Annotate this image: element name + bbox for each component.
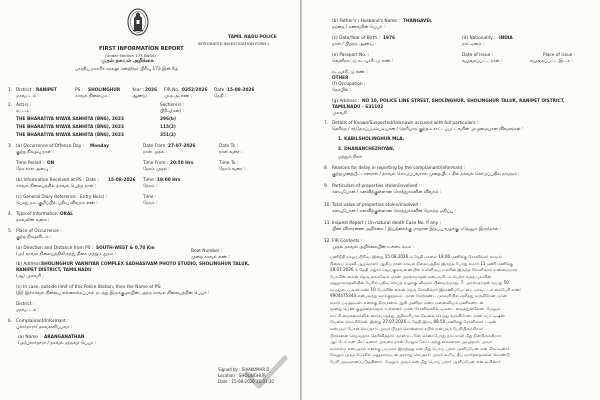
info-received-time-label: Time :	[143, 178, 157, 183]
dob-value: 1976	[383, 36, 395, 41]
father-name-value: THANGAVEL	[403, 19, 433, 24]
dob-label: (c) Date/Year of Birth :	[332, 36, 380, 41]
passport-place-label-tamil: வழங்கப்பட்ட இடம் :	[530, 59, 573, 64]
info-type-value: ORAL	[60, 212, 74, 217]
time-from-label-tamil: நேரம் முதல் :	[143, 167, 170, 172]
fir-contents-label: FIR Contents :	[332, 239, 363, 244]
occupation-label-tamil: தொழில் :	[332, 88, 351, 93]
outside-district-label: District :	[16, 302, 35, 307]
time-period-value: ON	[47, 161, 55, 166]
district-label: District :	[16, 88, 35, 93]
item-number: 4.	[8, 212, 13, 217]
place-label-tamil: குற்ற நிகழ்விடம் :	[16, 235, 52, 240]
gd-reference-label-tamil: பொது நாட்குறிப்பில் பதிவு விவரம் எண் :	[16, 201, 98, 206]
act-section: 115(2)	[160, 125, 176, 130]
item-number: 1.	[8, 88, 13, 93]
complainant-address-line-2: TAMILNADU - 631102	[332, 105, 384, 110]
year-label: Year :	[132, 88, 144, 93]
fir-contents-line: காட்சி மைக்கைகளில் கையெழுத்து அதிகாரியாக வேலை செய்து வருகிறேன். நான் பெட்டிஷன்	[330, 312, 505, 318]
item-number: 2.	[8, 103, 13, 108]
fir-date-value: 15-08-2026	[227, 88, 255, 93]
act-section: 351(2)	[160, 133, 176, 138]
fir-contents-line: வேலை செய்கிறேன். இன்று 27.07.2026 ம் தேதி இரவு 08.50 மணிக்கு சோளிங்கர் டவுன்	[330, 319, 497, 325]
time-to-label-tamil: நேரம் வரை :	[219, 167, 246, 172]
report-title: FIRST INFORMATION REPORT	[99, 46, 184, 52]
fir-number-label: FIR No. :	[164, 88, 183, 93]
item-number: 8.	[324, 166, 329, 171]
delay-label-tamil: குற்றமுறையீட்டாளரால் / தகவல் கொடுப்பவரால் முறையிட்டதில் தகவல் கொடுப்பதில் தாமதம் :	[332, 172, 520, 177]
time-period-label-tamil: நேர கால அளவு :	[16, 167, 51, 172]
fir-contents-line: பிரச்சனை செய்வதாக தெரிவித்தார். நான் உடனே சென்றபோது நாட்காலி மீது நின்றிருக்கிறார்	[330, 332, 502, 338]
accused-others: மற்றும் சிலர்	[338, 155, 362, 160]
info-type-label-tamil: தகவலின் வகை :	[16, 218, 50, 223]
org-name: TAMIL NADU POLICE	[228, 35, 277, 40]
time-period-label: Time Period :	[16, 161, 45, 166]
info-received-label: (b) Information Received at PS : Date :	[16, 178, 99, 183]
accused-label-tamil: தெரிந்த / சந்தேகப்படும்படியான / தெரியாத குற்றம் சாட்டப்பட்டவரின் முழுமையான விவரங்கள் :	[332, 127, 524, 132]
occurrence-day-value: Monday	[90, 144, 109, 149]
passport-label: (e) Passport No. :	[332, 53, 369, 58]
fir-contents-line: போலீஸ் லைன் தெரு தங்கவேல் மகன் அரங்கநாதன் என்பவரிடம் பெற்ற வந்த புகாரின்	[330, 273, 492, 279]
total-value-label-tamil: களவுபோன / களவிற்குள்ளான சொத்துக்களின் மொத்த மதிப்பு :	[332, 209, 456, 214]
father-name-label: (b) Father's / Husband's Name :	[332, 19, 400, 24]
district-value: RANIPET	[36, 88, 57, 93]
date-to-label-tamil: நாள் வரை :	[219, 150, 243, 155]
fir-contents-line: எம்எல்ஏ என்பதால் எனக்கு பயமாக இருந்தது என் மீது பொய் புகார் அளிப்பேன் என மிரட்டினார்	[330, 345, 510, 351]
passport-place-label: Place of issue :	[543, 53, 576, 58]
address-label: (b) Address :	[16, 262, 44, 267]
time-to-label: Time To :	[219, 161, 239, 166]
info-type-label: Type of Information :	[16, 212, 61, 217]
info-received-time: 18:00 Hrs	[157, 178, 181, 183]
father-name-label-tamil: தந்தை / கணவரின் பெயர் :	[332, 25, 385, 30]
fir-contents-label-tamil: முதல் தகவல் அறிக்கையின் உள்ளடக்கம் :	[332, 245, 414, 250]
direction-value: SOUTH-WEST & 0.70 Km	[96, 246, 155, 251]
beat-number-label-tamil: முறை காவல் எண் :	[191, 255, 230, 260]
item-number: 12.	[324, 239, 331, 244]
fir-contents-line: மூன்று பெண் குழந்தைகளும் உள்ளனர். நான் சோளிங்கரில் டி.கடை வைத்துள்ளேன். மேலும்	[330, 306, 501, 312]
date-from-label: Date From :	[143, 144, 169, 149]
item-number: 10.	[324, 203, 331, 208]
fir-date-label: Date :	[214, 88, 228, 93]
act-name: THE BHARATIYA NYAYA SANHITA (BNS), 2023	[16, 133, 124, 138]
inquest-label: Inquest Report / Un-natural death Case No. If any :	[332, 221, 441, 226]
ps-label-tamil: காவல் நிலையம் :	[75, 94, 111, 99]
fir-number-value: 0252/2026	[182, 88, 208, 93]
fir-contents-line: மனுதாரருதவியின் பேரில் பதிவு செய்த வழக்கு விவரம் பின்வருமாறு. 7. அரங்கநாதன் வயது 50	[330, 280, 509, 286]
year-label-tamil: ஆண்டு :	[132, 94, 150, 99]
passport-number-tamil: கடவுச்சீட்டு எண் :	[332, 70, 368, 75]
passport-issue-label-tamil: வழங்கப்பட்ட நாள் :	[462, 59, 503, 64]
item-number: 7.	[324, 121, 329, 126]
district-label-tamil: மாவட்டம் :	[16, 94, 39, 99]
complainant-name-label-tamil: (அ)புகார்தாரர் / தகவல் தந்தவர் பெயர் :	[18, 341, 97, 346]
fir-number-label-tamil: மு.த.அ.எண் :	[164, 94, 193, 99]
direction-label: (a) Direction and Distance from PS :	[16, 246, 94, 251]
date-from-label-tamil: நாள் முதல் :	[143, 150, 168, 155]
fir-contents-line: என்பவர் போன் செய்தார். அவர் பிரதர் சொன்னார் கபில் என்பவர் பேசியிருக்கிறார்	[330, 326, 484, 332]
tamil-nadu-emblem-icon	[127, 8, 149, 36]
report-subtitle-tamil: பாரதிய நாகரிக் சுரக்ஷா சன்ஹிதா பிரிவு 173 இன் கீழ்	[75, 67, 178, 72]
act-section: 296(b)	[160, 117, 176, 122]
dob-label-tamil: நாள் / பிறந்த ஆண்டு :	[332, 42, 377, 47]
place-label: Place of Occurrence :	[16, 229, 62, 234]
info-received-time-tamil: நேரம் :	[143, 184, 158, 189]
fir-date-label-tamil: தேதி :	[214, 94, 227, 99]
passport-label-tamil: வெளிநாட்டு கடவுச்சீட்டு எண் :	[332, 59, 394, 64]
fir-contents-line: ஆட்டோ என மிரட்டினார் அவரை நான் மேலும் கேட்டதற்கு கைகளால் அடித்தார். அவர்	[330, 339, 493, 345]
passport-issue-label: Date of Issue :	[462, 53, 494, 58]
complainant-label: Complainant/Informant :	[16, 319, 69, 324]
nationality-value: INDIA	[499, 36, 513, 41]
fir-contents-line: பேசி அவமானப்படுத்தினார். மேலும் அவர் என் மீது பொய் புகார் அளிப்பேன் என கூறினார்	[330, 358, 501, 364]
time-from-label: Time From :	[143, 161, 169, 166]
accused-label: Details of Known/Suspected/Unknown accused with full particulars :	[332, 121, 479, 126]
fir-contents-line: பணிநீதி நகலுப்பிரிவு. இன்று 15.08.2026 ம் தேதி மாலை 18.00 மணிக்கு சோளிங்கர் காவல்	[330, 254, 502, 259]
outside-ps-label-tamil: (இ) இக்காவல் நிலைய எல்லைக்கப்பால் நடந்து இருக்குமாயின், அந்த காவல் நிலையத்தின் பெயர் :	[16, 291, 210, 296]
sections-label: Section(s) :	[160, 103, 185, 108]
total-value-label: Total value of properties stolen/involved :	[332, 203, 421, 208]
ps-label: PS :	[75, 88, 84, 93]
signed-location: Location : SHOLINGHUR	[218, 373, 266, 378]
direction-label-tamil: (அ) காவல் நிலையத்திலிருந்து திசை மற்றும் தூரம் :	[16, 252, 117, 257]
ps-value: SHOLINGHUR	[88, 88, 121, 93]
item-number: 6.	[8, 319, 13, 324]
outside-ps-label: (c) In case, outside limit of this Police Station, then the Name of PS:	[16, 285, 162, 290]
item-number: 3.	[8, 144, 13, 149]
property-label-tamil: களவுபோன / களவிற்குள்ளான சொத்துக்களின் விவரம் :	[332, 190, 442, 195]
complainant-address-label-tamil: முகவரி :	[332, 111, 350, 116]
gd-time-label-tamil: நேரம் :	[143, 201, 158, 206]
fir-contents-line: சுமார் படித்தவன். எனக்கு திருமணம் ஆகி அனிதா என்ற மனைவியும் மணிகண்டன்	[330, 299, 484, 305]
beat-number-label: Beat Number :	[191, 249, 223, 254]
year-value: 2026	[145, 88, 157, 93]
fir-contents-line: வயதுடையவன் எண் 10 போலீஸ் லைன் தெரு சோளிங்கர் இராணிப்பேட்டை மாவட்டம் கைபேசி எண்:	[330, 286, 522, 292]
gd-reference-label: (c) General Diary Reference : Entry No(s) :	[16, 195, 108, 200]
outside-district-label-tamil: மாவட்டம் :	[16, 308, 39, 313]
complainant-label-tamil: புகார்தாரர்/ தகவலளிப்பவர் :	[16, 325, 73, 330]
signed-date: Date : 15-08-2026 16:03:20	[218, 379, 274, 384]
delay-label: Reasons for delay in reporting by the complainant/informant :	[332, 166, 466, 171]
sections-label-tamil: பிரிவு(கள்) :	[160, 109, 184, 114]
accused-item: 2. DHANANCHEZHIYAN,	[338, 147, 395, 152]
signed-by: Signed by : SIVAKUMAR D	[218, 367, 270, 372]
time-from-value: 20:50 Hrs	[170, 161, 194, 166]
nationality-label: (d) Nationality :	[462, 36, 496, 41]
acts-label-tamil: சட்டம் :	[16, 109, 32, 114]
complainant-name-value: ARANGANATHAN	[44, 335, 85, 340]
fir-contents-line: மேலும் அந்த பேச்சில் மனுதாரருடன் தகராறு செய்தார். அவர் கூறிய தீய வார்த்தைகளை கொண்டு	[330, 352, 510, 358]
fir-contents-line: 9904475344 என்பவரது வாக்குமூலம் . நான் மேற்கண்ட முகவரியில் வசித்து வருகிறேன். நான்	[330, 293, 507, 299]
report-subtitle: (Under Section 173 BNSS)	[105, 53, 156, 58]
info-received-label-tamil: காவல் நிலையத்தில் தகவல் பெற்ற நாள் :	[16, 184, 97, 189]
property-label: Particulars of properties stolen/involved :	[332, 184, 421, 189]
report-title-tamil: முதல் தகவல் அறிக்கை	[101, 58, 154, 64]
act-name: THE BHARATIYA NYAYA SANHITA (BNS), 2023	[16, 117, 124, 122]
complainant-name-label: (a) Name :	[18, 335, 41, 340]
occurrence-day-label-tamil: குற்ற நிகழ்வு நாள் :	[16, 150, 54, 155]
act-name: THE BHARATIYA NYAYA SANHITA (BNS), 2023	[16, 125, 124, 130]
item-number: 9.	[324, 184, 329, 189]
fir-contents-body	[330, 254, 592, 365]
gd-time-label: Time :	[143, 195, 157, 200]
item-number: 5.	[8, 229, 13, 234]
address-label-tamil: (ஆ) முகவரி :	[16, 274, 44, 279]
inquest-label-tamil: பிண விசாரணை அறிக்கை / இயற்கைக்கு மாறான இறப்பு வழக்கு ஏதேனும் இருந்தால் :	[332, 227, 502, 232]
nationality-label-tamil: நாட்டினம் :	[462, 42, 485, 47]
digital-signature-check-icon	[239, 352, 291, 392]
item-number: 11.	[324, 221, 331, 226]
info-received-date: 15-08-2026	[108, 178, 136, 183]
occupation-value: OTHER	[332, 76, 349, 81]
occurrence-day-label: (a) Occurrence of Offence Day :	[16, 144, 85, 149]
fir-contents-line: நிலைய உதவி ஆய்வாளர் ஆகிய நான் காவல் நிலையத்தில் இருந்த போது சுமார் 11 மணி மணிக்கு	[330, 260, 514, 266]
occupation-label: (f) Occupation :	[332, 82, 366, 87]
address-line-1: SHOLINGHUR VANNIYAR COMPLEX SADHASIVAM PHOTO STUDIO, SHOLINGHUR TALUK,	[41, 262, 250, 267]
acts-label: Act(s) :	[16, 103, 32, 108]
form-name: INTEGRATED INVESTIGATION FORM-I	[198, 41, 270, 46]
complainant-address-label: (g) Address :	[332, 99, 360, 104]
date-to-label: Date To :	[219, 144, 238, 149]
accused-item: 1. KABILSHOLINGHUR MLA,	[338, 137, 405, 142]
complainant-address-line-1: NO 10, POLICE LINE STREET, SHOLINGHUR, SHOLINGHUR TALUK, RANIPET DISTRICT,	[362, 99, 565, 104]
date-from-value: 27-07-2026	[168, 144, 196, 149]
address-line-2: RANIPET DISTRICT, TAMILNADU	[16, 268, 92, 273]
fir-contents-line: 28.07.2026 ம் தேதி மதுகர் ஜெயகுலவணையில் உள்ளிருப்பாளரின் இருந்த சோளிங்கர் உண்மைமாக	[330, 267, 518, 273]
